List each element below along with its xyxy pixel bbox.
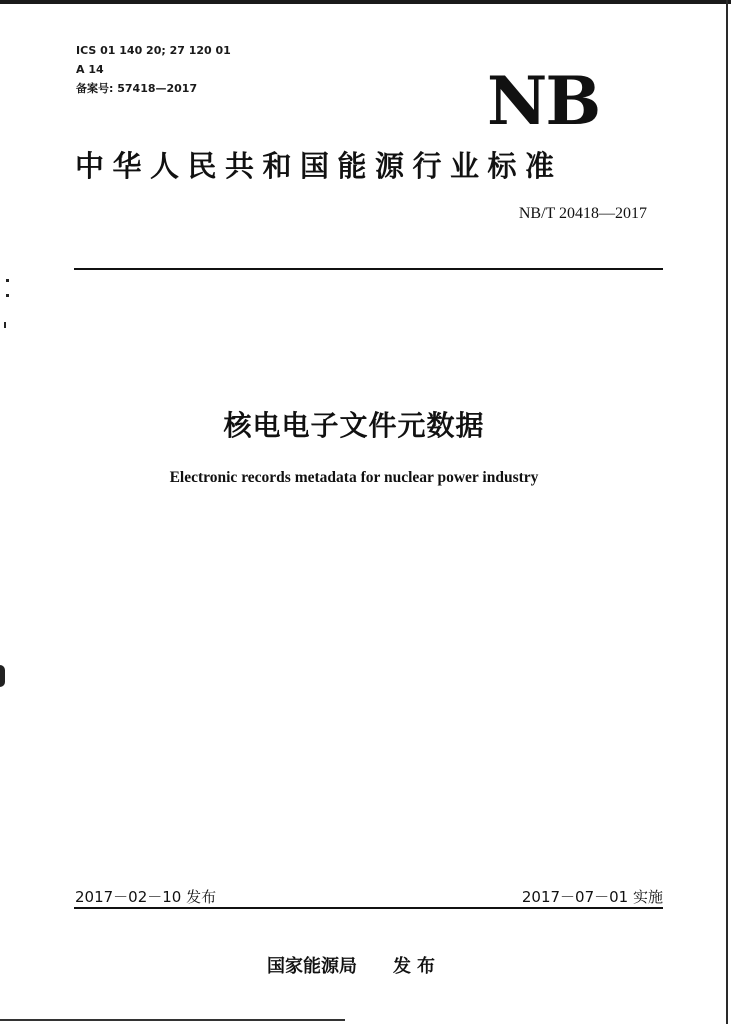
scan-bottom-edge	[0, 1019, 345, 1021]
scan-mark	[6, 294, 9, 297]
issuer-action: 发布	[393, 956, 441, 977]
issuer-name: 国家能源局	[267, 956, 357, 977]
scan-mark	[0, 665, 5, 687]
ccs-code: A 14	[76, 63, 104, 76]
classification-block	[76, 41, 231, 98]
nb-logo: NB	[487, 62, 600, 140]
release-date: 2017－02－10 发布	[75, 888, 217, 906]
scan-mark	[4, 322, 6, 328]
scan-right-edge	[726, 0, 728, 1024]
document-title-chinese: 核电电子文件元数据	[223, 409, 485, 442]
scan-top-edge	[0, 0, 731, 4]
standard-number: NB/T 20418—2017	[518, 205, 647, 222]
industry-standard-title: 中华人民共和国能源行业标准	[75, 149, 563, 183]
footer-rule	[74, 907, 663, 909]
ics-code: ICS 01 140 20; 27 120 01	[76, 44, 231, 57]
implementation-date: 2017－07－01 实施	[521, 888, 663, 906]
header-rule	[74, 268, 663, 270]
filing-number: 备案号: 57418—2017	[76, 82, 198, 95]
scan-mark	[6, 279, 9, 282]
issuer-line	[0, 952, 708, 978]
document-title-english: Electronic records metadata for nuclear power industry	[169, 469, 539, 486]
